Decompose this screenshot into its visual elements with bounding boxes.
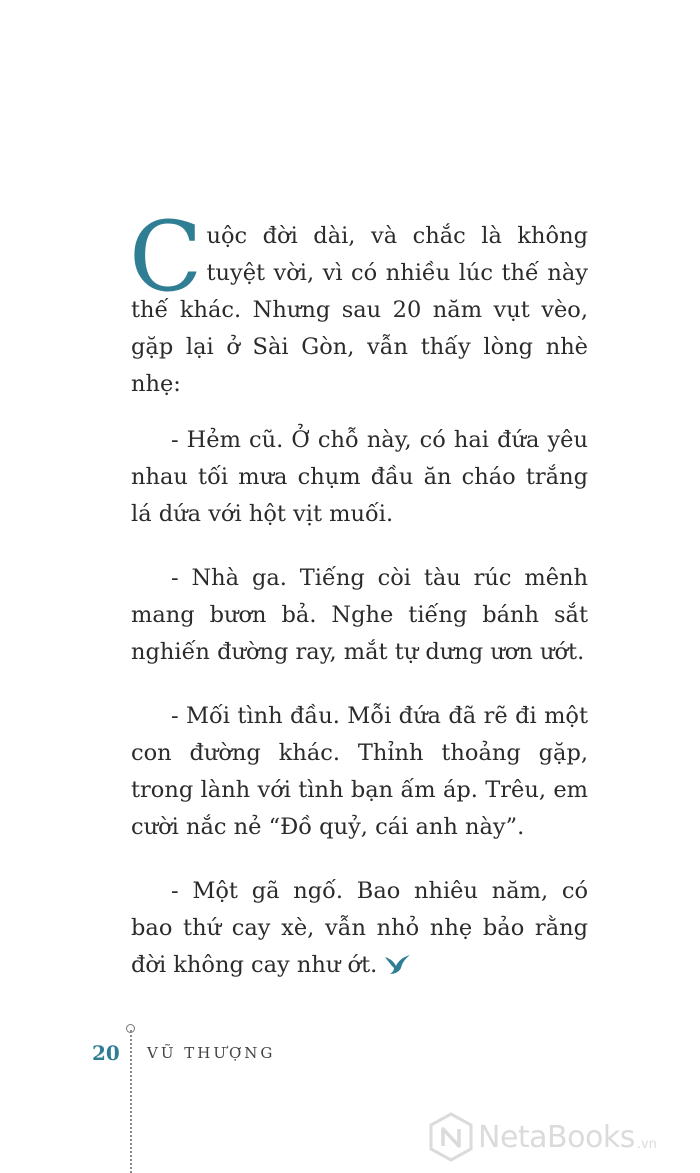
running-head-author: VŨ THƯỢNG <box>147 1044 276 1062</box>
paragraph-fool <box>131 873 588 984</box>
netabooks-logo-icon <box>428 1112 474 1162</box>
watermark-text: NetaBooks <box>478 1119 635 1155</box>
bird-icon <box>383 953 411 975</box>
page-number: 20 <box>92 1041 120 1065</box>
opening-paragraph <box>129 201 588 403</box>
paragraph-fool-text: - Một gã ngố. Bao nhiêu năm, có bao thứ cay xè, vẫn nhỏ nhẹ bảo rằng đời không cay như ớt. <box>131 878 588 978</box>
paragraph-alley: - Hẻm cũ. Ở chỗ này, có hai đứa yêu nhau tối mưa chụm đầu ăn cháo trắng lá dứa với hột vịt muối. <box>131 427 588 527</box>
paragraph-station: - Nhà ga. Tiếng còi tàu rúc mênh mang bươn bả. Nghe tiếng bánh sắt nghiến đường ray, mắt tự dưng ươn ướt. <box>131 565 588 665</box>
drop-cap: C <box>129 201 203 313</box>
opening-paragraph-text: uộc đời dài, và chắc là không tuyệt vời, vì có nhiều lúc thế này thế khác. Nhưng sau 20 năm vụt vèo, gặp lại ở Sài Gòn, vẫn thấy lòng nhè nhẹ: <box>131 223 588 397</box>
footer-dotted-rule <box>130 1030 132 1173</box>
paragraph-first-love: - Mối tình đầu. Mỗi đứa đã rẽ đi một con đường khác. Thỉnh thoảng gặp, trong lành với tình bạn ấm áp. Trêu, em cười nắc nẻ “Đồ quỷ, cái anh này”. <box>131 703 588 840</box>
watermark-suffix: .vn <box>636 1137 657 1152</box>
body-text <box>129 201 588 1011</box>
watermark <box>428 1112 657 1162</box>
